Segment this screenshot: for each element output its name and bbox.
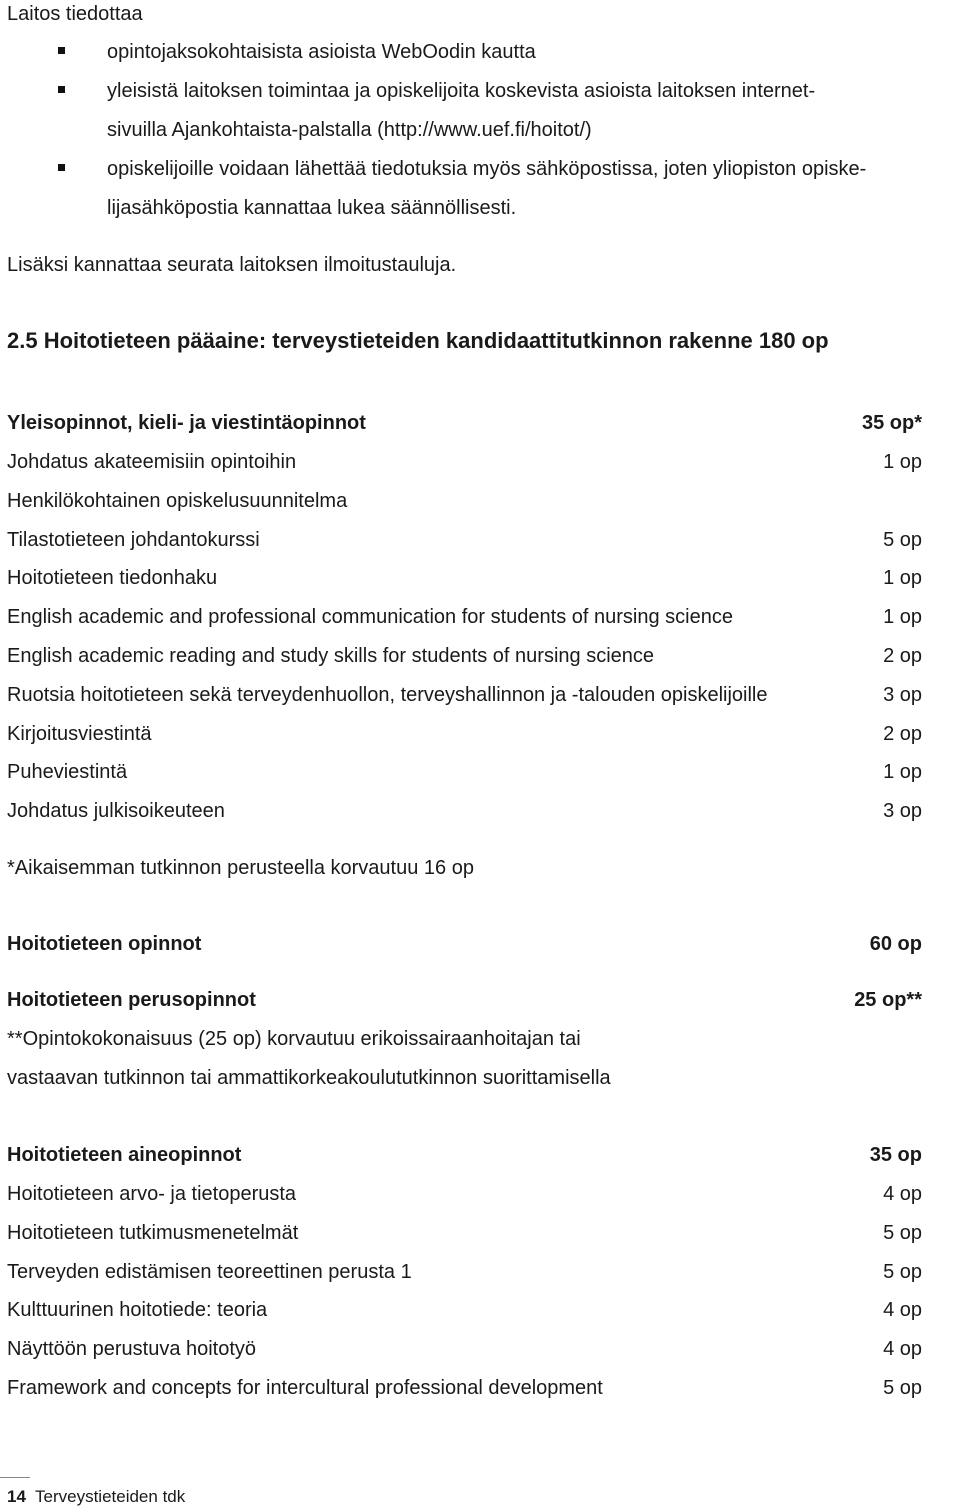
bullet-icon	[58, 47, 65, 54]
general-row-credits: 1 op	[883, 567, 922, 589]
intermediate-title: Hoitotieteen aineopinnot	[7, 1144, 242, 1166]
general-row-credits: 2 op	[883, 645, 922, 667]
general-row-name: Kirjoitusviestintä	[7, 723, 152, 745]
intermediate-row-credits: 4 op	[883, 1183, 922, 1205]
general-row-name: Puheviestintä	[7, 761, 128, 783]
notice-extra: Lisäksi kannattaa seurata laitoksen ilmoitustauluja.	[7, 254, 457, 276]
intermediate-row-credits: 5 op	[883, 1222, 922, 1244]
footer-rule	[0, 1477, 30, 1478]
general-row-credits: 3 op	[883, 684, 922, 706]
intermediate-total: 35 op	[869, 1144, 922, 1166]
general-row-name: Hoitotieteen tiedonhaku	[7, 567, 218, 589]
bullet-3-line-2: lijasähköpostia kannattaa lukea säännöllisesti.	[107, 197, 517, 219]
intermediate-row-name: Hoitotieteen tutkimusmenetelmät	[7, 1222, 299, 1244]
basic-note-line-2: vastaavan tutkinnon tai ammattikorkeakoulututkinnon suorittamisella	[7, 1067, 611, 1089]
intermediate-row-credits: 5 op	[883, 1377, 922, 1399]
nursing-title: Hoitotieteen opinnot	[7, 933, 202, 955]
bullet-icon	[58, 86, 65, 93]
general-row-name: Henkilökohtainen opiskelusuunnitelma	[7, 490, 348, 512]
footer-title: Terveystieteiden tdk	[35, 1487, 186, 1506]
nursing-total: 60 op	[869, 933, 922, 955]
general-row-credits: 2 op	[883, 723, 922, 745]
notice-heading: Laitos tiedottaa	[7, 3, 143, 25]
general-row-name: English academic reading and study skills for students of nursing science	[7, 645, 655, 667]
bullet-2-line-1: yleisistä laitoksen toimintaa ja opiskelijoita koskevista asioista laitoksen internet-	[107, 80, 816, 102]
intermediate-row-credits: 4 op	[883, 1338, 922, 1360]
intermediate-row-name: Näyttöön perustuva hoitotyö	[7, 1338, 257, 1360]
general-row-name: Tilastotieteen johdantokurssi	[7, 529, 260, 551]
general-row-name: Ruotsia hoitotieteen sekä terveydenhuollon, terveyshallinnon ja -talouden opiskelijoille	[7, 684, 768, 706]
general-footnote: *Aikaisemman tutkinnon perusteella korvautuu 16 op	[7, 857, 474, 879]
page-number: 14	[7, 1487, 26, 1506]
bullet-1-line-1: opintojaksokohtaisista asioista WebOodin kautta	[107, 41, 536, 63]
general-row-credits: 3 op	[883, 800, 922, 822]
general-row-credits: 5 op	[883, 529, 922, 551]
general-row-credits: 1 op	[883, 606, 922, 628]
general-row-name: English academic and professional communication for students of nursing science	[7, 606, 733, 628]
intermediate-row-name: Kulttuurinen hoitotiede: teoria	[7, 1299, 268, 1321]
bullet-3-line-1: opiskelijoille voidaan lähettää tiedotuksia myös sähköpostissa, joten yliopiston opiske-	[107, 158, 867, 180]
section-title: 2.5 Hoitotieteen pääaine: terveystieteiden kandidaattitutkinnon rakenne 180 op	[7, 328, 829, 353]
intermediate-row-name: Terveyden edistämisen teoreettinen perusta 1	[7, 1261, 412, 1283]
general-title: Yleisopinnot, kieli- ja viestintäopinnot	[7, 412, 366, 434]
bullet-icon	[58, 164, 65, 171]
general-row-credits: 1 op	[883, 451, 922, 473]
intermediate-row-name: Framework and concepts for intercultural professional development	[7, 1377, 603, 1399]
general-row-name: Johdatus akateemisiin opintoihin	[7, 451, 297, 473]
general-row-name: Johdatus julkisoikeuteen	[7, 800, 225, 822]
basic-note-line-1: **Opintokokonaisuus (25 op) korvautuu erikoissairaanhoitajan tai	[7, 1028, 581, 1050]
intermediate-row-credits: 5 op	[883, 1261, 922, 1283]
basic-total: 25 op**	[854, 989, 922, 1011]
basic-title: Hoitotieteen perusopinnot	[7, 989, 256, 1011]
general-total: 35 op*	[861, 412, 922, 434]
bullet-2-line-2: sivuilla Ajankohtaista-palstalla (http://www.uef.fi/hoitot/)	[107, 119, 592, 141]
intermediate-row-credits: 4 op	[883, 1299, 922, 1321]
intermediate-row-name: Hoitotieteen arvo- ja tietoperusta	[7, 1183, 297, 1205]
general-row-credits: 1 op	[883, 761, 922, 783]
